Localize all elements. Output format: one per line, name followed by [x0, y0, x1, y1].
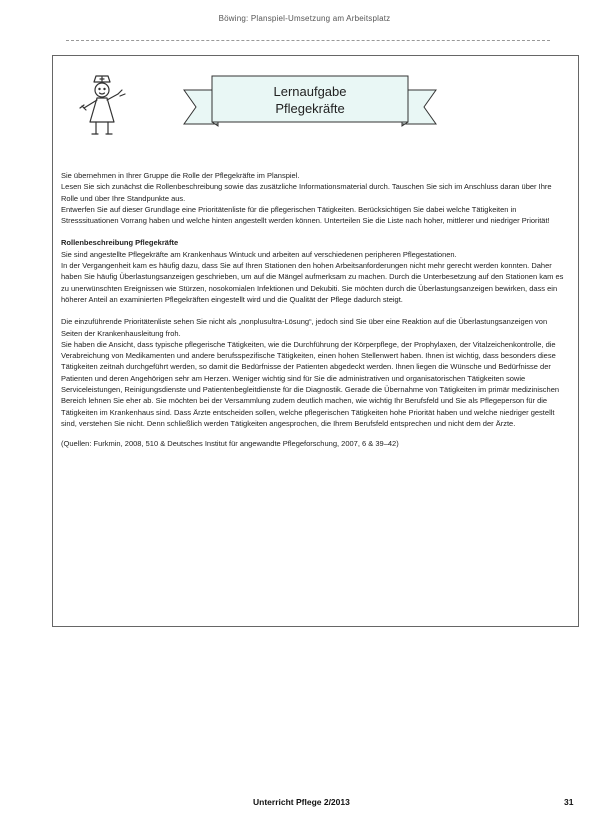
banner-title-line2: Pflegekräfte [275, 101, 345, 116]
nurse-figure-icon [76, 72, 128, 140]
intro-line-1: Sie übernehmen in Ihrer Gruppe die Rolle der Pflegekräfte im Planspiel. [61, 171, 300, 180]
role-paragraph-2: In der Vergangenheit kam es häufig dazu, dass Sie auf Ihren Stationen den hohen Arbeitsanforderungen nicht mehr gerecht werden konnten. Daher haben Sie häufig Überlastungsanzeigen geschrieben, um auf die Mängel aufmerksam zu machen. Durch die Unterbesetzung auf den Stationen kam es zu unerwünschten Ereignissen wie Stürzen, nosokomialen Infektionen und Dekubiti. Sie möchten durch die Überlastungsanzeigen bewirken, dass ein höherer Anteil an examinierten Pflegekräften eingestellt wird und die Qualität der Pflege dadurch steigt. [61, 261, 564, 304]
role-heading: Rollenbeschreibung Pflegekräfte [61, 238, 179, 248]
footer-journal: Unterricht Pflege 2/2013 [253, 797, 350, 807]
banner-title-line1: Lernaufgabe [273, 84, 347, 99]
priority-paragraph-2: Sie haben die Ansicht, dass typische pflegerische Tätigkeiten, wie die Durchführung der Körperpflege, der Prophylaxen, der Vitalzeichenkontrolle, die Verabreichung von Medikamenten und andere berufsspezifische Tätigkeiten, einen hohen Stellenwert haben. Ihnen ist wichtig, dass besonders diese Tätigkeiten zeitnah durchgeführt werden, so damit die Bedürfnisse der Patienten abgedeckt werden. Ihnen liegen die Wünsche und Bedürfnisse der Patienten und deren Angehörigen sehr am Herzen. Weniger wichtig sind für Sie die administrativen und organisatorischen Tätigkeiten sowie Serviceleistungen, Reinigungsdienste und Patientenbegleitdienste für die Diagnostik. Gerade die Übernahme von Tätigkeiten im primär medizinischen Bereich lehnen Sie eher ab. Sie möchten bei der Versammlung zudem deutlich machen, wie wichtig Ihr Berufsfeld und Sie als Pflegeperson für die Tätigkeiten im Krankenhaus sind. Dass Ärzte entscheiden sollen, welche pflegerischen Tätigkeiten hohe Priorität haben und welche niedriger gestellt sind, verstehen Sie nicht. Denn schließlich werden Tätigkeiten angesprochen, die Ihrem Berufsfeld entsprechen und nicht dem der Ärzte. [61, 339, 560, 428]
role-paragraph-1: Sie sind angestellte Pflegekräfte am Krankenhaus Wintuck und arbeiten auf verschiedenen peripheren Pflegestationen. [61, 249, 457, 259]
task-content [61, 170, 570, 450]
footer-page-number: 31 [564, 797, 574, 807]
intro-line-3: Entwerfen Sie auf dieser Grundlage eine Prioritätenliste für die pflegerischen Tätigkeiten. Berücksichtigen Sie dabei welche Tätigkeiten in Stresssituationen Vorrang haben und welche hinten angestellt werden können. Unterteilen Sie die Liste nach hoher, mittlerer und niedriger Priorität! [61, 204, 550, 226]
sources-note: (Quellen: Furkmin, 2008, 510 & Deutsches Institut für angewandte Pflegeforschung, 2007, 6 & 39–42) [61, 439, 399, 449]
priority-paragraph-1: Die einzuführende Prioritätenliste sehen Sie nicht als „nonplusultra-Lösung“, jedoch sind Sie über eine Reaktion auf die Überlastungsanzeigen von Seiten der Krankenhausleitung froh. [61, 317, 548, 338]
running-head: Böwing: Planspiel-Umsetzung am Arbeitsplatz [218, 14, 391, 23]
intro-line-2: Lesen Sie sich zunächst die Rollenbeschreibung sowie das zusätzliche Informationsmaterial durch. Tauschen Sie sich im Anschluss daran über Ihre Rolle und über Ihre Standpunkte aus. [61, 182, 552, 203]
header-rule [66, 40, 550, 41]
banner-title [178, 83, 442, 117]
